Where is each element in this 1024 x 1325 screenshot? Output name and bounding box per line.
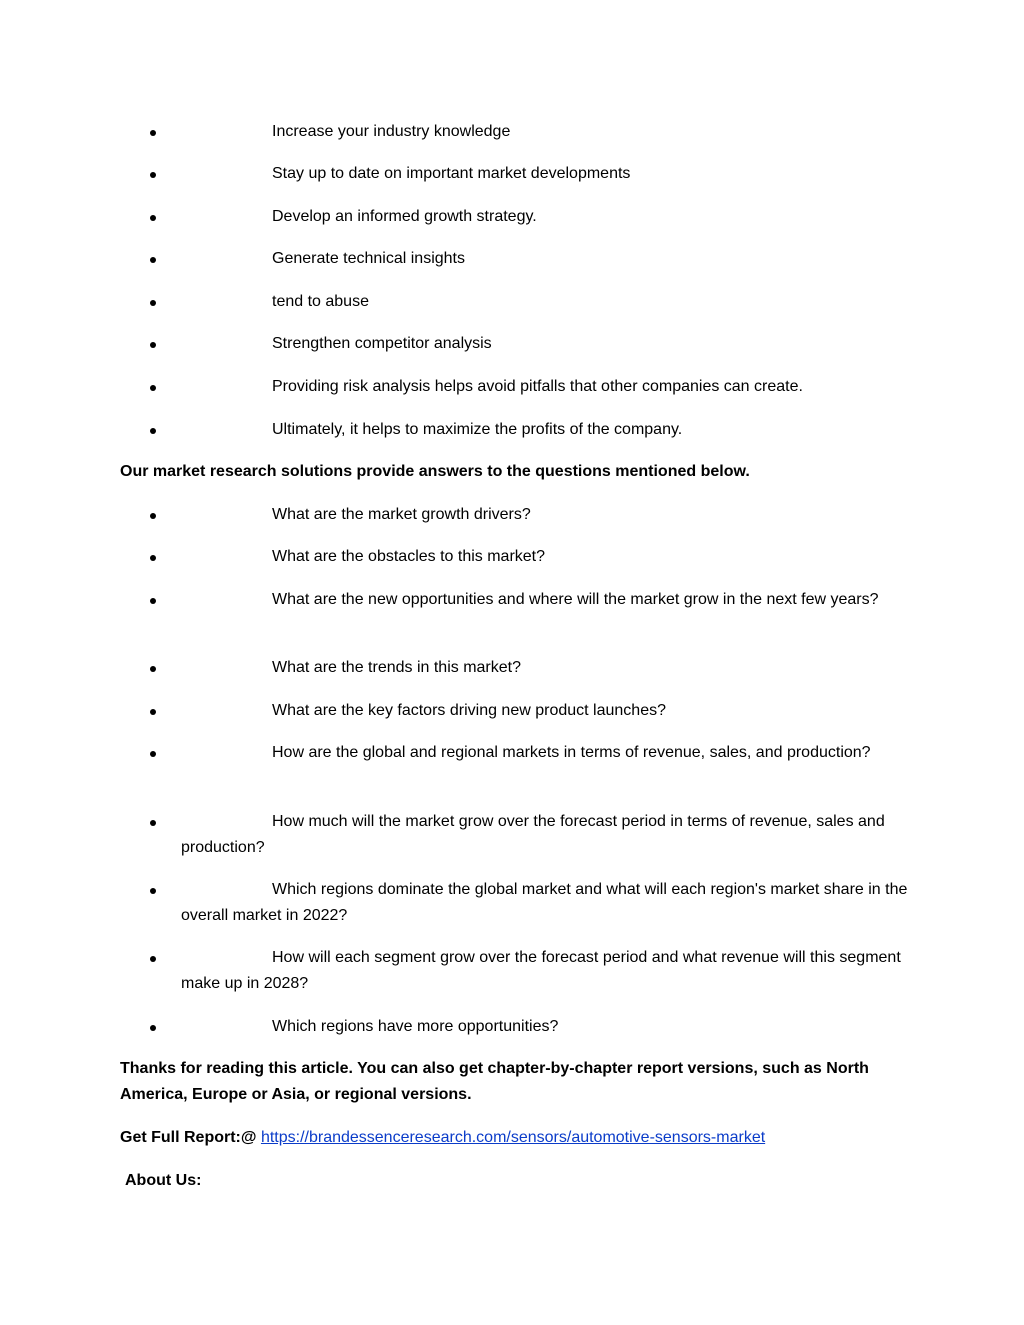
list-item-text: tend to abuse [272,293,369,310]
list-item-text: Which regions have more opportunities? [272,1018,559,1035]
bullet-icon [150,587,160,613]
bullet-icon [150,289,160,315]
list-item-text: How much will the market grow over the forecast period in terms of revenue, sales and production? [181,813,885,856]
bullet-icon [150,740,160,766]
bullet-icon [150,809,160,835]
bullet-icon [150,544,160,570]
full-report-link[interactable]: https://brandessenceresearch.com/sensors/automotive-sensors-market [260,1129,766,1146]
list-item-text: What are the obstacles to this market? [272,548,546,565]
bullet-icon [150,1014,160,1040]
list-item-text: How will each segment grow over the forecast period and what revenue will this segment make up in 2028? [181,949,901,992]
bullet-icon [150,331,160,357]
bullet-icon [150,698,160,724]
bullet-icon [150,374,160,400]
list-item-text: Providing risk analysis helps avoid pitfalls that other companies can create. [272,378,803,395]
list-item-text: What are the market growth drivers? [272,506,531,523]
about-us-heading: About Us: [125,1172,202,1189]
bullet-icon [150,945,160,971]
full-report-label: Get Full Report:@ [120,1129,257,1146]
bullet-icon [150,246,160,272]
list-item-text: Develop an informed growth strategy. [272,208,537,225]
list-item-text: Strengthen competitor analysis [272,335,492,352]
list-item-text: Stay up to date on important market developments [272,165,631,182]
questions-heading: Our market research solutions provide answers to the questions mentioned below. [120,463,750,480]
list-item-text: Which regions dominate the global market and what will each region's market share in the overall market in 2022? [181,881,908,924]
bullet-icon [150,877,160,903]
list-item-text: Ultimately, it helps to maximize the profits of the company. [272,421,683,438]
list-item-text: What are the key factors driving new product launches? [272,702,666,719]
list-item-text: What are the trends in this market? [272,659,521,676]
thanks-paragraph: Thanks for reading this article. You can also get chapter-by-chapter report versions, such as North America, Europe or Asia, or regional versions. [120,1060,869,1103]
list-item-text: Increase your industry knowledge [272,123,511,140]
full-report-line [120,1125,910,1151]
bullet-icon [150,502,160,528]
bullet-icon [150,119,160,145]
bullet-icon [150,161,160,187]
bullet-icon [150,655,160,681]
list-item-text: Generate technical insights [272,250,465,267]
list-item-text: How are the global and regional markets in terms of revenue, sales, and production? [272,744,871,761]
list-item-text: What are the new opportunities and where will the market grow in the next few years? [272,591,879,608]
bullet-icon [150,204,160,230]
bullet-icon [150,417,160,443]
